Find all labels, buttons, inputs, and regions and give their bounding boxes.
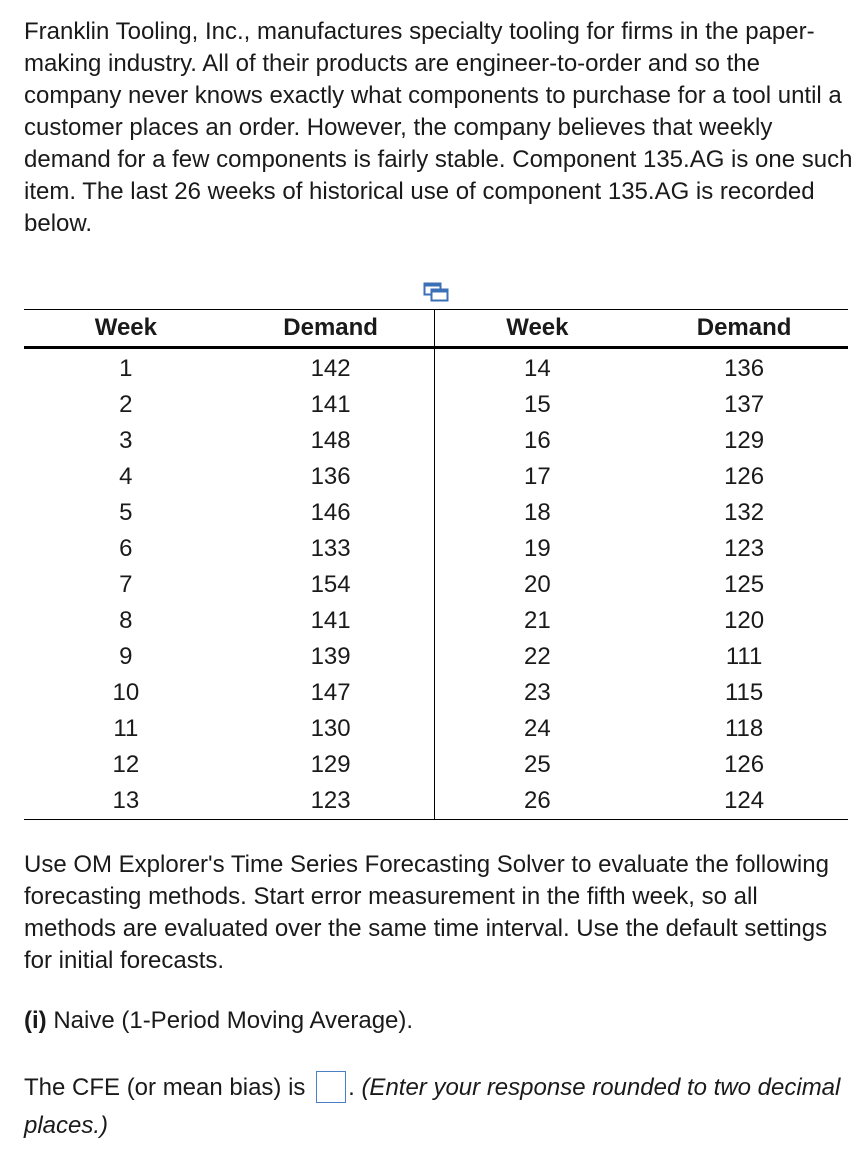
- demand-cell: 126: [724, 751, 765, 778]
- demand-cell: 136: [228, 459, 434, 495]
- method-heading: [24, 1005, 413, 1037]
- demand-cell: 146: [228, 495, 434, 531]
- demand-cell: 129: [228, 747, 434, 783]
- demand-cell: 115: [724, 679, 764, 706]
- forecasting-instructions: Use OM Explorer's Time Series Forecasting Solver to evaluate the following forecasting methods. Start error measurement in the fifth week, so all methods are evaluated over the same time interval. Use the default settings for initial forecasts.: [24, 851, 829, 974]
- table-row: [24, 531, 848, 567]
- demand-cell: 154: [228, 567, 434, 603]
- table-row: [24, 711, 848, 747]
- cfe-answer-input[interactable]: [316, 1071, 346, 1103]
- demand-cell: 125: [724, 571, 765, 598]
- week-cell: 22: [524, 643, 551, 670]
- table-row: [24, 603, 848, 639]
- week-cell: 26: [524, 787, 551, 814]
- table-row: [24, 348, 848, 388]
- demand-cell: 111: [725, 643, 763, 670]
- week-cell: 15: [524, 391, 551, 418]
- demand-cell: 141: [228, 387, 434, 423]
- week-cell: 5: [119, 499, 133, 526]
- week-cell: 25: [524, 751, 551, 778]
- week-cell: 12: [112, 751, 140, 778]
- question-suffix: .: [348, 1074, 362, 1101]
- demand-cell: 148: [228, 423, 434, 459]
- week-cell: 1: [119, 355, 133, 382]
- table-row: [24, 675, 848, 711]
- week-cell: 6: [119, 535, 133, 562]
- week-cell: 19: [524, 535, 551, 562]
- demand-cell: 136: [724, 355, 765, 382]
- header-demand-1: Demand: [228, 310, 434, 348]
- demand-cell: 130: [228, 711, 434, 747]
- copy-to-clipboard-icon[interactable]: [423, 282, 449, 302]
- demand-cell: 124: [724, 787, 765, 814]
- week-cell: 14: [524, 355, 551, 382]
- demand-cell: 120: [724, 607, 765, 634]
- header-week-1: Week: [24, 310, 228, 348]
- question-prefix: The CFE (or mean bias) is: [24, 1074, 313, 1101]
- header-week-2: Week: [434, 310, 640, 348]
- table-row: [24, 495, 848, 531]
- table-row: [24, 387, 848, 423]
- week-cell: 10: [112, 679, 140, 706]
- table-row: [24, 639, 848, 675]
- demand-cell: 139: [228, 639, 434, 675]
- problem-intro: Franklin Tooling, Inc., manufactures specialty tooling for firms in the paper-making industry. All of their products are engineer-to-order and so the company never knows exactly what components to purchase for a tool until a customer places an order. However, the company believes that weekly demand for a few components is fairly stable. Component 135.AG is one such item. The last 26 weeks of historical use of component 135.AG is recorded below.: [24, 18, 853, 237]
- week-cell: 24: [524, 715, 551, 742]
- week-cell: 13: [112, 787, 140, 814]
- rounding-hint: (Enter your response rounded to two decimal places.): [24, 1074, 841, 1139]
- header-demand-2: Demand: [640, 310, 848, 348]
- week-cell: 9: [119, 643, 133, 670]
- demand-cell: 123: [228, 783, 434, 820]
- week-cell: 8: [119, 607, 133, 634]
- demand-cell: 132: [724, 499, 765, 526]
- week-cell: 4: [119, 463, 133, 490]
- demand-cell: 123: [724, 535, 765, 562]
- demand-cell: 147: [228, 675, 434, 711]
- week-cell: 11: [113, 715, 139, 742]
- week-cell: 23: [524, 679, 551, 706]
- week-cell: 16: [524, 427, 551, 454]
- week-cell: 20: [524, 571, 551, 598]
- demand-history-table: [24, 309, 848, 820]
- demand-cell: 141: [228, 603, 434, 639]
- method-label: (i): [24, 1007, 47, 1034]
- week-cell: 2: [119, 391, 133, 418]
- table-row: [24, 567, 848, 603]
- demand-cell: 137: [724, 391, 765, 418]
- table-header-row: [24, 310, 848, 348]
- table-row: [24, 423, 848, 459]
- demand-cell: 118: [724, 715, 764, 742]
- demand-cell: 133: [228, 531, 434, 567]
- week-cell: 7: [119, 571, 133, 598]
- method-text: Naive (1-Period Moving Average).: [46, 1007, 414, 1034]
- demand-cell: 126: [724, 463, 765, 490]
- week-cell: 17: [524, 463, 551, 490]
- table-row: [24, 747, 848, 783]
- demand-cell: 142: [228, 348, 434, 388]
- week-cell: 3: [119, 427, 133, 454]
- cfe-question: [24, 1069, 844, 1145]
- demand-cell: 129: [724, 427, 765, 454]
- week-cell: 21: [524, 607, 551, 634]
- table-row: [24, 459, 848, 495]
- table-row: [24, 783, 848, 820]
- week-cell: 18: [524, 499, 551, 526]
